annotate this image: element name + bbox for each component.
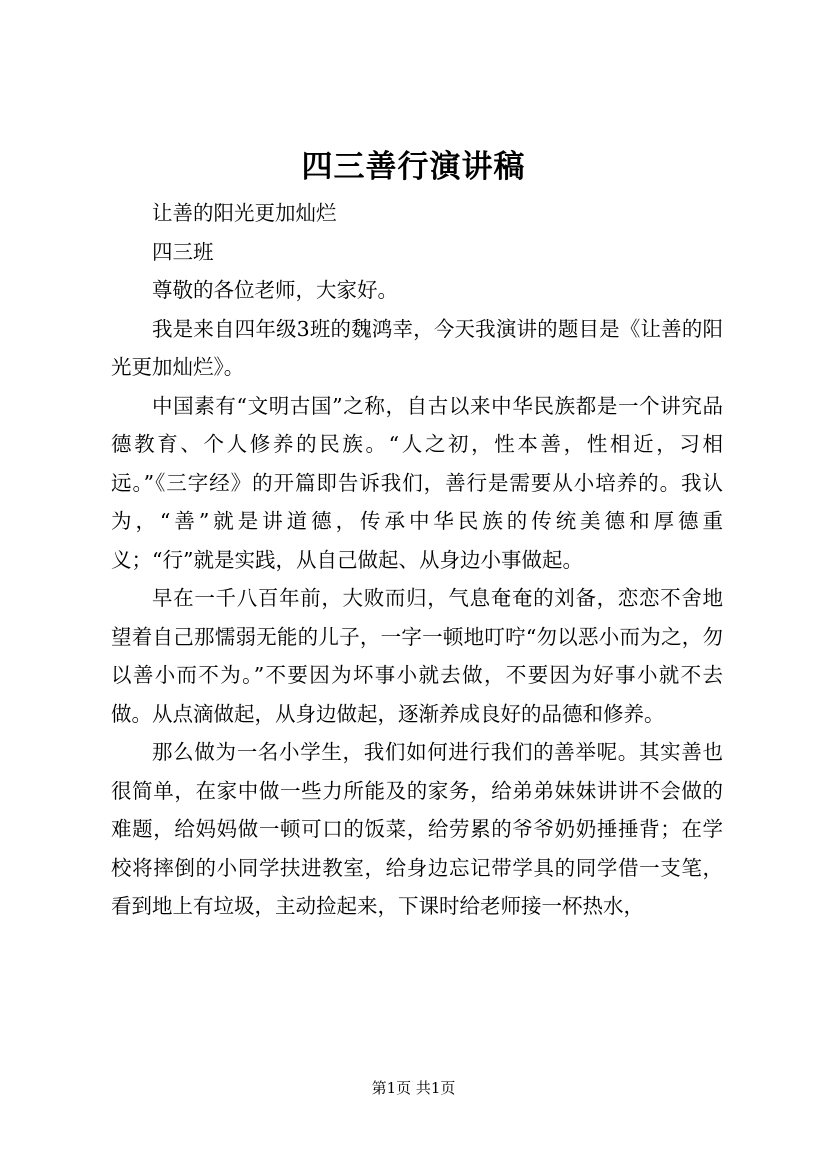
paragraph-introduction: 我是来自四年级3班的魏鸿幸，今天我演讲的题目是《让善的阳光更加灿烂》。: [111, 316, 723, 379]
document-title: 四三善行演讲稿: [301, 149, 526, 185]
document-body: [111, 194, 723, 926]
page-number-footer: 第1页 共1页: [371, 1079, 456, 1097]
paragraph-actions: 那么做为一名小学生，我们如何进行我们的善举呢。其实善也很简单，在家中做一些力所能及的家务，给弟弟妹妹讲讲不会做的难题，给妈妈做一顿可口的饭菜，给劳累的爷爷奶奶捶捶背；在学校将摔倒的小同学扶进教室，给身边忘记带学具的同学借一支笔，看到地上有垃圾，主动捡起来，下课时给老师接一杯热水，: [111, 740, 723, 918]
paragraph-greeting: 尊敬的各位老师，大家好。: [152, 278, 398, 302]
paragraph-class: 四三班: [152, 239, 214, 264]
paragraph-history: 早在一千八百年前，大败而归，气息奄奄的刘备，恋恋不舍地望着自己那懦弱无能的儿子，一字一顿地叮咛“勿以恶小而为之，勿以善小而不为。”不要因为坏事小就去做，不要因为好事小就不去做。从点滴做起，从身边做起，逐渐养成良好的品德和修养。: [111, 586, 723, 726]
paragraph-culture: 中国素有“文明古国”之称，自古以来中华民族都是一个讲究品德教育、个人修养的民族。“人之初，性本善，性相近，习相远。”《三字经》的开篇即告诉我们，善行是需要从小培养的。我认为，“善”就是讲道德，传承中华民族的传统美德和厚德重义；“行”就是实践，从自己做起、从身边小事做起。: [111, 393, 723, 572]
paragraph-subtitle: 让善的阳光更加灿烂: [152, 201, 337, 225]
